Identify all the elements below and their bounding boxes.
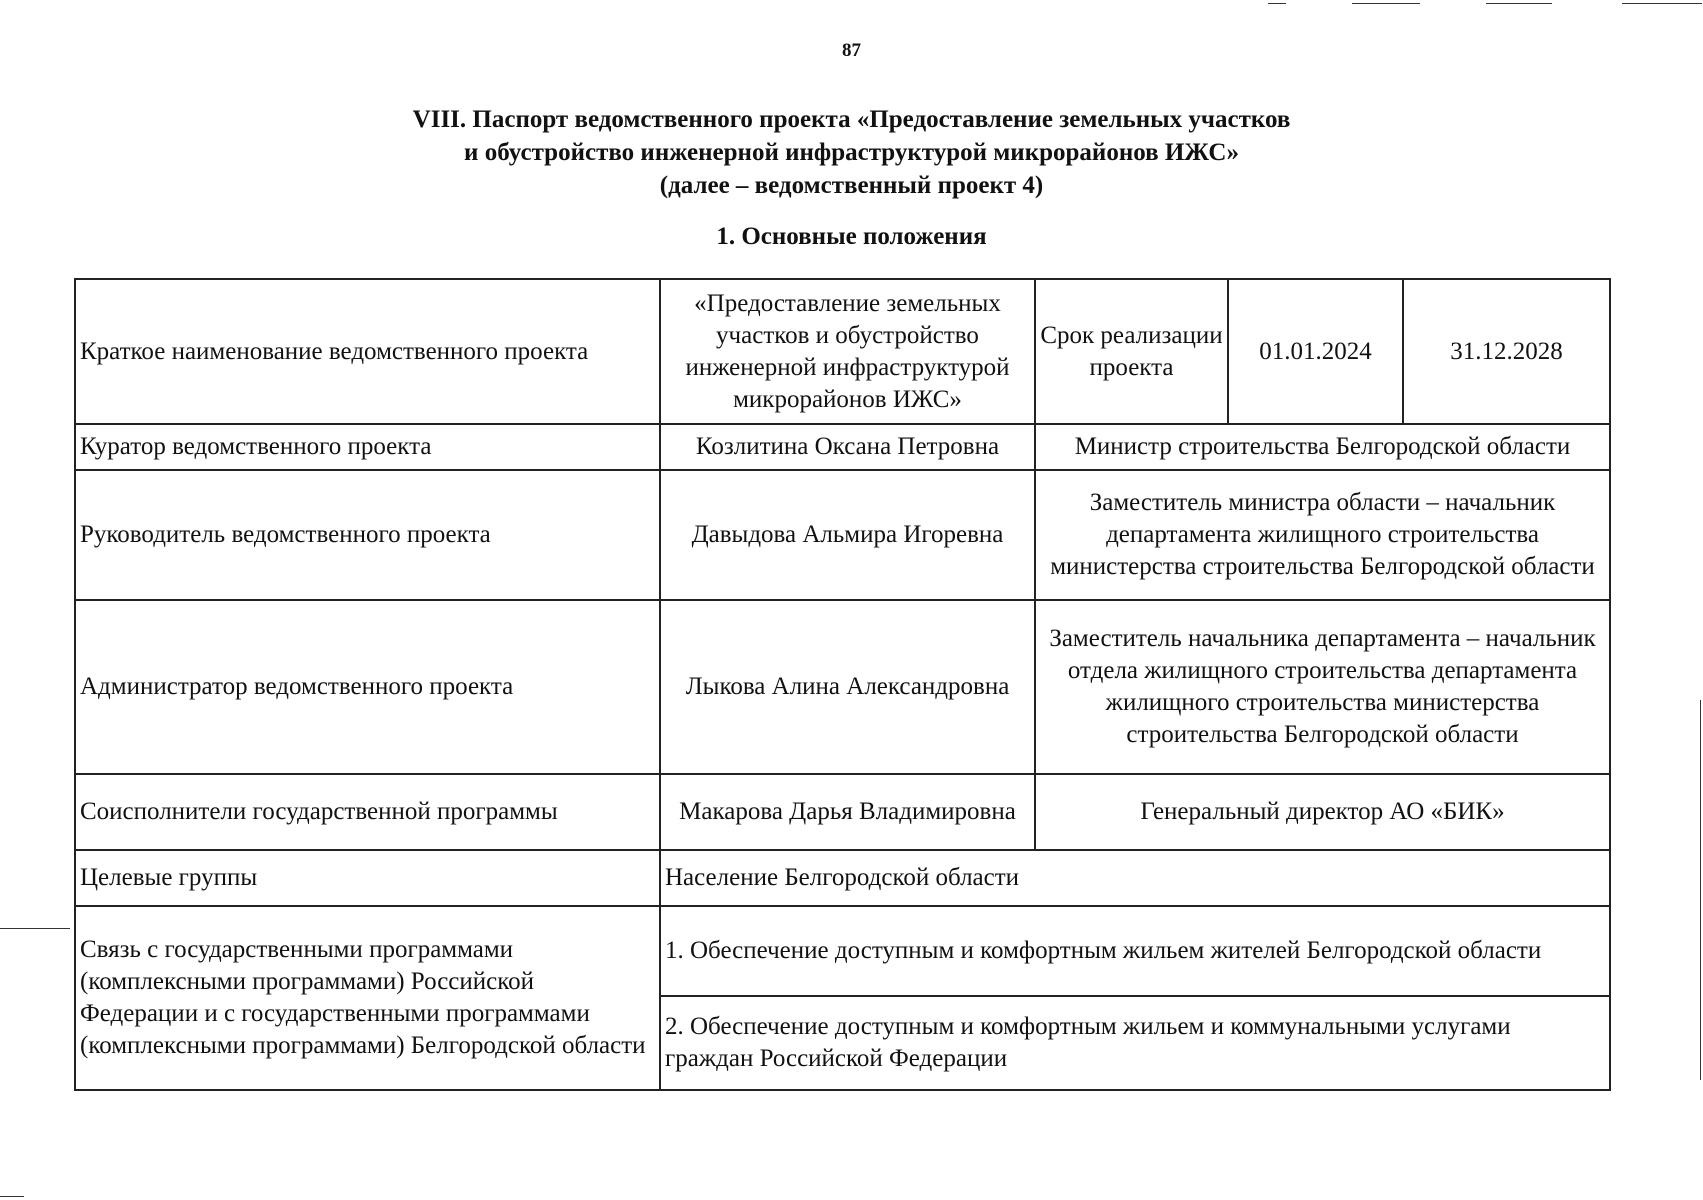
table-row-target-groups (75, 850, 1610, 906)
co-executors-label: Соисполнители государственной программы (75, 774, 660, 850)
table-row-short-name (75, 279, 1610, 424)
curator-label: Куратор ведомственного проекта (75, 424, 660, 470)
term-label: Срок реализации проекта (1035, 279, 1228, 424)
head-name: Давыдова Альмира Игоревна (660, 470, 1035, 600)
head-position: Заместитель министра области – начальник департамента жилищного строительства министерства строительства Белгородской области (1035, 470, 1610, 600)
curator-name: Козлитина Оксана Петровна (660, 424, 1035, 470)
program-link-label: Связь с государственными программами (комплексными программами) Российской Федерации и с государственными программами (комплексными программами) Белгородской области (75, 906, 660, 1090)
co-executors-position: Генеральный директор АО «БИК» (1035, 774, 1610, 850)
scan-mark-top-2 (1352, 3, 1420, 4)
administrator-name: Лыкова Алина Александровна (660, 600, 1035, 774)
term-end: 31.12.2028 (1403, 279, 1610, 424)
scan-mark-right-edge (1700, 700, 1701, 1080)
administrator-position: Заместитель начальника департамента – начальник отдела жилищного строительства департамента жилищного строительства министерства строительства Белгородской области (1035, 600, 1610, 774)
co-executors-name: Макарова Дарья Владимировна (660, 774, 1035, 850)
scan-mark-top-3 (1486, 3, 1552, 4)
title-line-2: и обустройство инженерной инфраструктурой микрорайонов ИЖС» (464, 139, 1239, 166)
term-start: 01.01.2024 (1228, 279, 1403, 424)
scan-mark-left (0, 928, 70, 929)
short-name-value: «Предоставление земельных участков и обустройство инженерной инфраструктурой микрорайонов ИЖС» (660, 279, 1035, 424)
page-number: 87 (842, 40, 861, 61)
target-groups-label: Целевые группы (75, 850, 660, 906)
table-row-co-executors (75, 774, 1610, 850)
section-title: 1. Основные положения (716, 223, 987, 250)
head-label: Руководитель ведомственного проекта (75, 470, 660, 600)
short-name-label: Краткое наименование ведомственного проекта (75, 279, 660, 424)
table-row-program-link-1 (75, 906, 1610, 996)
project-passport-table (74, 278, 1611, 1091)
scan-mark-bottom-left (0, 1196, 24, 1197)
title-line-3: (далее – ведомственный проект 4) (659, 172, 1044, 199)
title-line-1: VIII. Паспорт ведомственного проекта «Предоставление земельных участков (412, 106, 1291, 133)
document-title (0, 103, 1703, 202)
administrator-label: Администратор ведомственного проекта (75, 600, 660, 774)
program-link-item-2: 2. Обеспечение доступным и комфортным жильем и коммунальными услугами граждан Российской Федерации (660, 996, 1610, 1090)
table-row-administrator (75, 600, 1610, 774)
scan-mark-top-4 (1622, 3, 1702, 4)
table-row-curator (75, 424, 1610, 470)
table-row-head (75, 470, 1610, 600)
scan-mark-top-1 (1268, 3, 1286, 4)
target-groups-value: Население Белгородской области (660, 850, 1610, 906)
curator-position: Министр строительства Белгородской области (1035, 424, 1610, 470)
program-link-item-1: 1. Обеспечение доступным и комфортным жильем жителей Белгородской области (660, 906, 1610, 996)
